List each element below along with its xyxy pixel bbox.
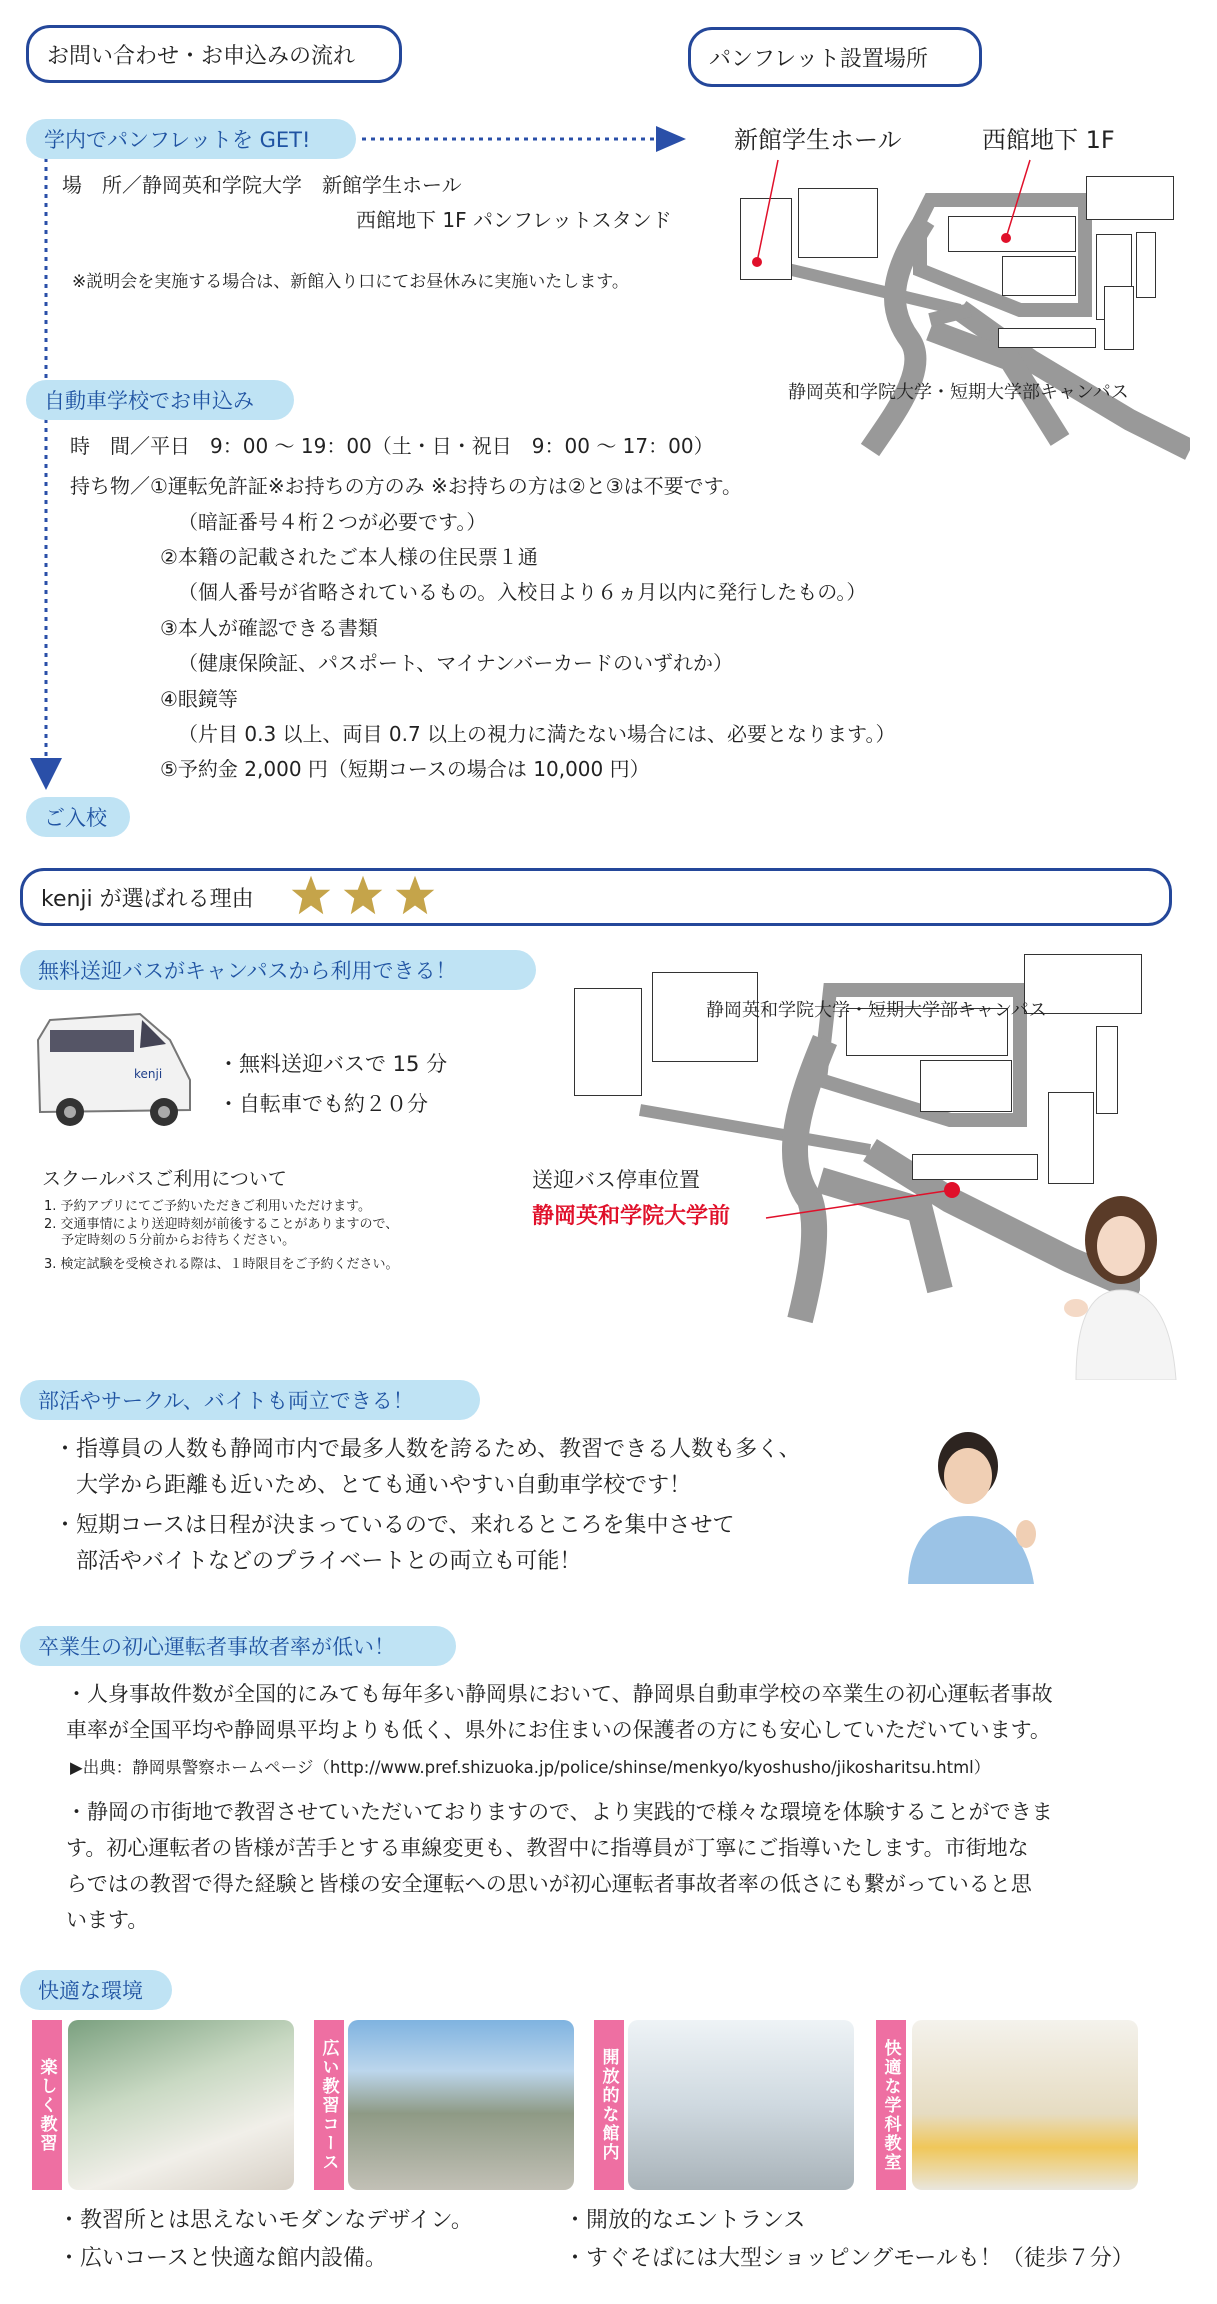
accident-heading: 卒業生の初心運転者事故者率が低い！: [20, 1626, 456, 1666]
accident-line: ・人身事故件数が全国的にみても毎年多い静岡県において、静岡県自動車学校の卒業生の初心運転者事故: [66, 1682, 1053, 1706]
school-bus-title: スクールバスご利用について: [42, 1168, 287, 1190]
bus-stop-label: 送迎バス停車位置: [532, 1168, 700, 1192]
guide-woman-image: [1036, 1190, 1186, 1380]
club-line: ・短期コースは日程が決まっているので、来れるところを集中させて: [54, 1513, 735, 1538]
photo-driving-lesson: [68, 2020, 294, 2190]
pamphlet-title: パンフレット設置場所: [709, 46, 928, 72]
photo-label: 快適な学科教室: [876, 2020, 906, 2190]
flow-title: お問い合わせ・お申込みの流れ: [47, 43, 356, 69]
item-line: （暗証番号４桁２つが必要です。）: [178, 510, 487, 534]
hours: 時 間／平日 9：00 〜 19：00（土・日・祝日 9：00 〜 17：00）: [70, 434, 714, 458]
place-label: 場 所／静岡英和学院大学 新館学生ホール: [62, 173, 462, 197]
bus-map-campus: 静岡英和学院大学・短期大学部キャンパス: [706, 1000, 1047, 1021]
item-line: ③本人が確認できる書類: [160, 616, 378, 640]
items-head: 持ち物／①運転免許証※お持ちの方のみ ※お持ちの方は②と③は不要です。: [70, 474, 743, 498]
bus-point: ・無料送迎バスで 15 分: [218, 1052, 448, 1076]
club-line: 部活やバイトなどのプライベートとの両立も可能！: [54, 1549, 582, 1574]
item-line: ⑤予約金 2,000 円（短期コースの場合は 10,000 円）: [160, 757, 650, 781]
club-line: 大学から距離も近いため、とても通いやすい自動車学校です！: [54, 1473, 692, 1498]
env-bullet: ・広いコースと快適な館内設備。: [58, 2246, 387, 2271]
club-heading: 部活やサークル、バイトも両立できる！: [20, 1380, 480, 1420]
reasons-title: kenji が選ばれる理由: [41, 886, 254, 912]
place-line2: 西館地下 1F パンフレットスタンド: [356, 208, 672, 232]
step2-pill: 自動車学校でお申込み: [26, 380, 294, 420]
bus-note: 2. 交通事情により送迎時刻が前後することがありますので、: [44, 1217, 399, 1232]
env-bullet: ・開放的なエントランス: [564, 2208, 806, 2233]
accident-line: す。初心運転者の皆様が苦手とする車線変更も、教習中に指導員が丁寧にご指導いたします。市街地な: [66, 1836, 1029, 1860]
item-line: （片目 0.3 以上、両目 0.7 以上の視力に満たない場合には、必要となります。）: [178, 722, 896, 746]
photo-classroom: [912, 2020, 1138, 2190]
guide-man-image: [896, 1424, 1046, 1584]
photo-lobby: [628, 2020, 854, 2190]
photo-course: [348, 2020, 574, 2190]
map-loc1: 新館学生ホール: [734, 126, 902, 154]
club-line: ・指導員の人数も静岡市内で最多人数を誇るため、教習できる人数も多く、: [54, 1437, 801, 1462]
map-campus-label: 静岡英和学院大学・短期大学部キャンパス: [788, 382, 1129, 403]
env-bullet: ・すぐそばには大型ショッピングモールも！（徒歩７分）: [564, 2246, 1134, 2271]
photo-label: 楽しく教習: [32, 2020, 62, 2190]
accident-line: います。: [66, 1908, 149, 1932]
item-line: ④眼鏡等: [160, 687, 238, 711]
step3-pill: ご入校: [26, 797, 130, 837]
bus-note: 3. 検定試験を受検される際は、１時限目をご予約ください。: [44, 1257, 399, 1272]
accident-line: ・静岡の市街地で教習させていただいておりますので、より実践的で様々な環境を体験することができま: [66, 1800, 1053, 1824]
photo-label: 開放的な館内: [594, 2020, 624, 2190]
bus-heading: 無料送迎バスがキャンパスから利用できる！: [20, 950, 536, 990]
map-loc2: 西館地下 1F: [982, 126, 1115, 154]
accident-line: 車率が全国平均や静岡県平均よりも低く、県外にお住まいの保護者の方にも安心していただいています。: [66, 1718, 1051, 1742]
accident-line: らではの教習で得た経験と皆様の安全運転への思いが初心運転者事故者率の低さにも繋がっていると思: [66, 1872, 1032, 1896]
van-text: kenji: [134, 1067, 163, 1081]
accident-source: ▶出典：静岡県警察ホームページ（http://www.pref.shizuoka.jp/police/shinse/menkyo/kyoshusho/jikosharitsu.html）: [70, 1758, 991, 1777]
bus-note: 予定時刻の５分前からお待ちください。: [44, 1233, 296, 1248]
item-line: ②本籍の記載されたご本人様の住民票１通: [160, 545, 538, 569]
bus-stop-name: 静岡英和学院大学前: [532, 1204, 731, 1229]
bus-point: ・自転車でも約２０分: [218, 1092, 428, 1116]
item-line: （健康保険証、パスポート、マイナンバーカードのいずれか）: [178, 651, 733, 675]
flow-note: ※説明会を実施する場合は、新館入り口にてお昼休みに実施いたします。: [72, 272, 629, 292]
step1-pill: 学内でパンフレットを GET!: [26, 119, 356, 159]
env-heading: 快適な環境: [20, 1970, 172, 2010]
photo-label: 広い教習コース: [314, 2020, 344, 2190]
bus-note: 1. 予約アプリにてご予約いただきご利用いただけます。: [44, 1199, 371, 1214]
item-line: （個人番号が省略されているもの。入校日より６ヵ月以内に発行したもの。）: [178, 580, 867, 604]
env-bullet: ・教習所とは思えないモダンなデザイン。: [58, 2208, 473, 2233]
